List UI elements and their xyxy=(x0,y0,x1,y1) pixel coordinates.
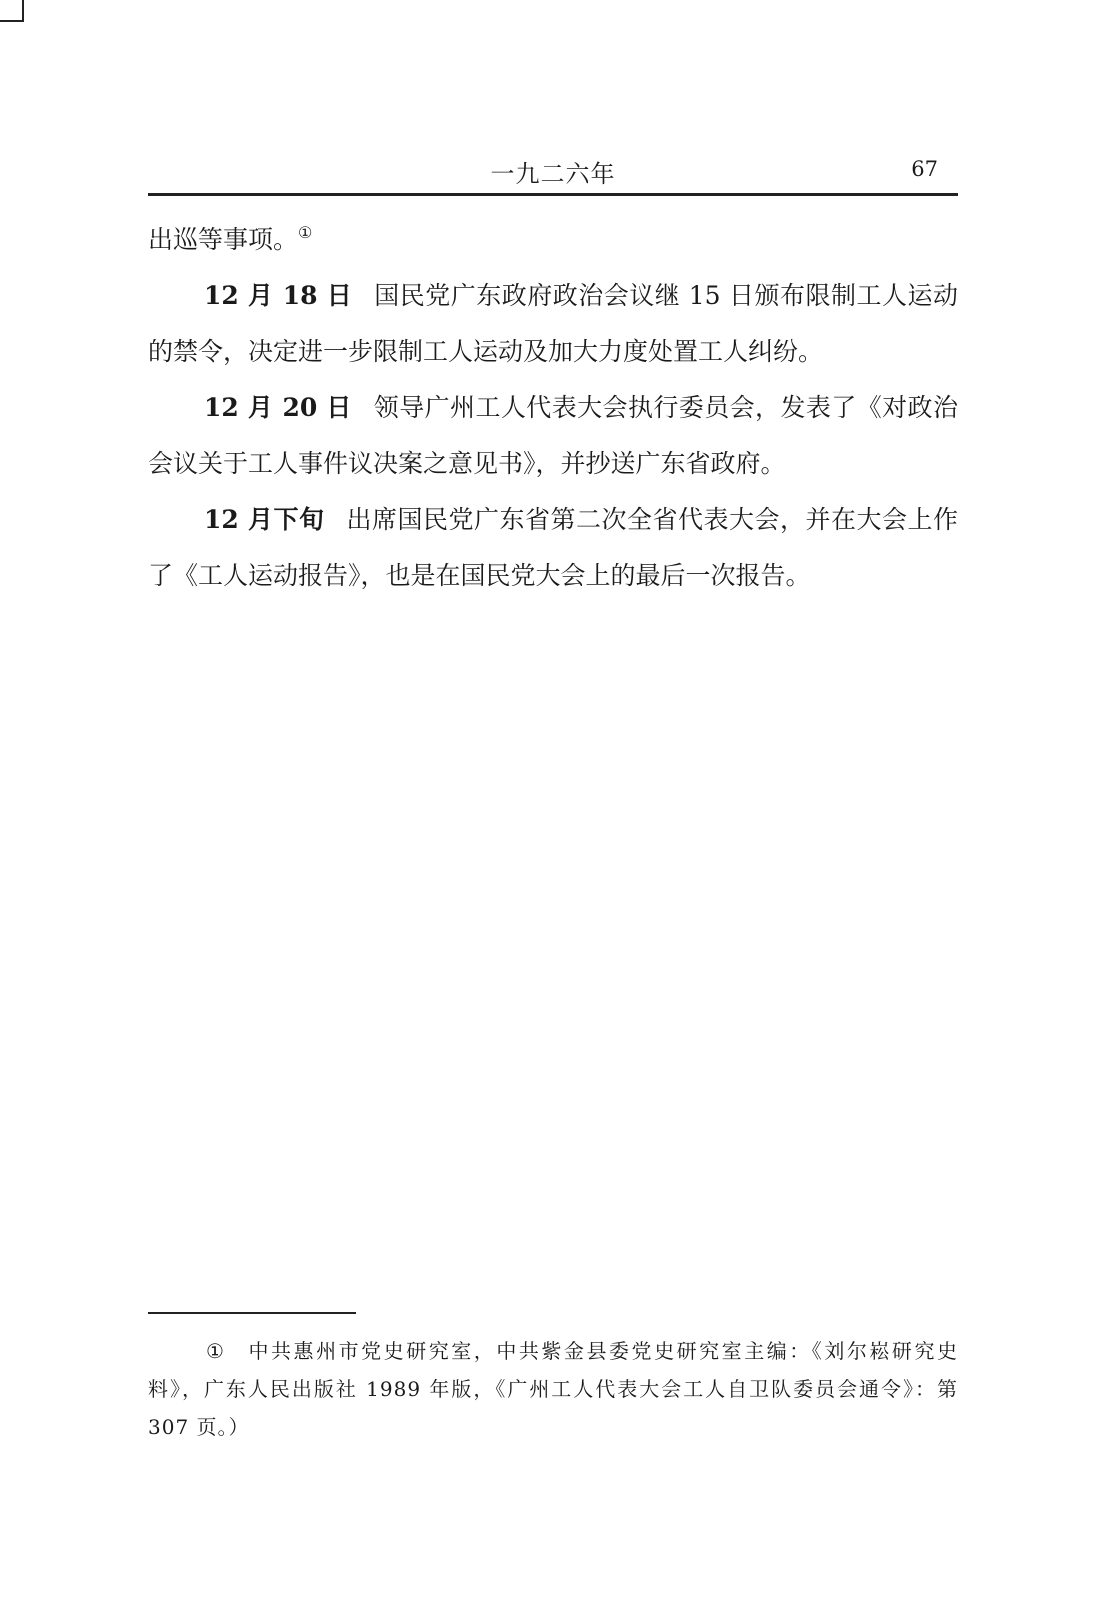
entry-text: 国民党广东政府政治会议继 15 日颁布限制工人运动的禁令，决定进一步限制工人运动及加大力度处置工人纠纷。 xyxy=(148,281,958,366)
entry-date: 12 月 18 日 xyxy=(204,281,353,310)
entry-date: 12 月 20 日 xyxy=(204,393,352,422)
footnote-rule xyxy=(148,1312,356,1314)
paragraph-text: 出巡等事项。 xyxy=(148,225,299,254)
paragraph-entry xyxy=(148,380,958,492)
corner-crop-mark xyxy=(0,0,24,22)
running-header xyxy=(148,150,958,194)
footnote-paragraph xyxy=(148,1332,958,1446)
paragraph-continuation xyxy=(148,212,958,268)
entry-text: 领导广州工人代表大会执行委员会，发表了《对政治会议关于工人事件议决案之意见书》，并抄送广东省政府。 xyxy=(148,393,958,478)
footnote-text: 中共惠州市党史研究室，中共紫金县委党史研究室主编：《刘尔崧研究史料》，广东人民出版社 1989 年版，《广州工人代表大会工人自卫队委员会通令》：第 307 页。） xyxy=(148,1339,958,1439)
paragraph-entry xyxy=(148,492,958,604)
header-rule xyxy=(148,193,958,196)
footnote-marker: ① xyxy=(206,1339,227,1363)
entry-date: 12 月下旬 xyxy=(204,505,325,534)
header-title: 一九二六年 xyxy=(490,160,616,188)
body-text xyxy=(148,212,958,604)
page-number: 67 xyxy=(911,157,938,181)
paragraph-entry xyxy=(148,268,958,380)
entry-text: 出席国民党广东省第二次全省代表大会，并在大会上作了《工人运动报告》，也是在国民党大会上的最后一次报告。 xyxy=(148,505,958,590)
footnote-reference: ① xyxy=(298,223,313,242)
footnote xyxy=(148,1332,958,1446)
